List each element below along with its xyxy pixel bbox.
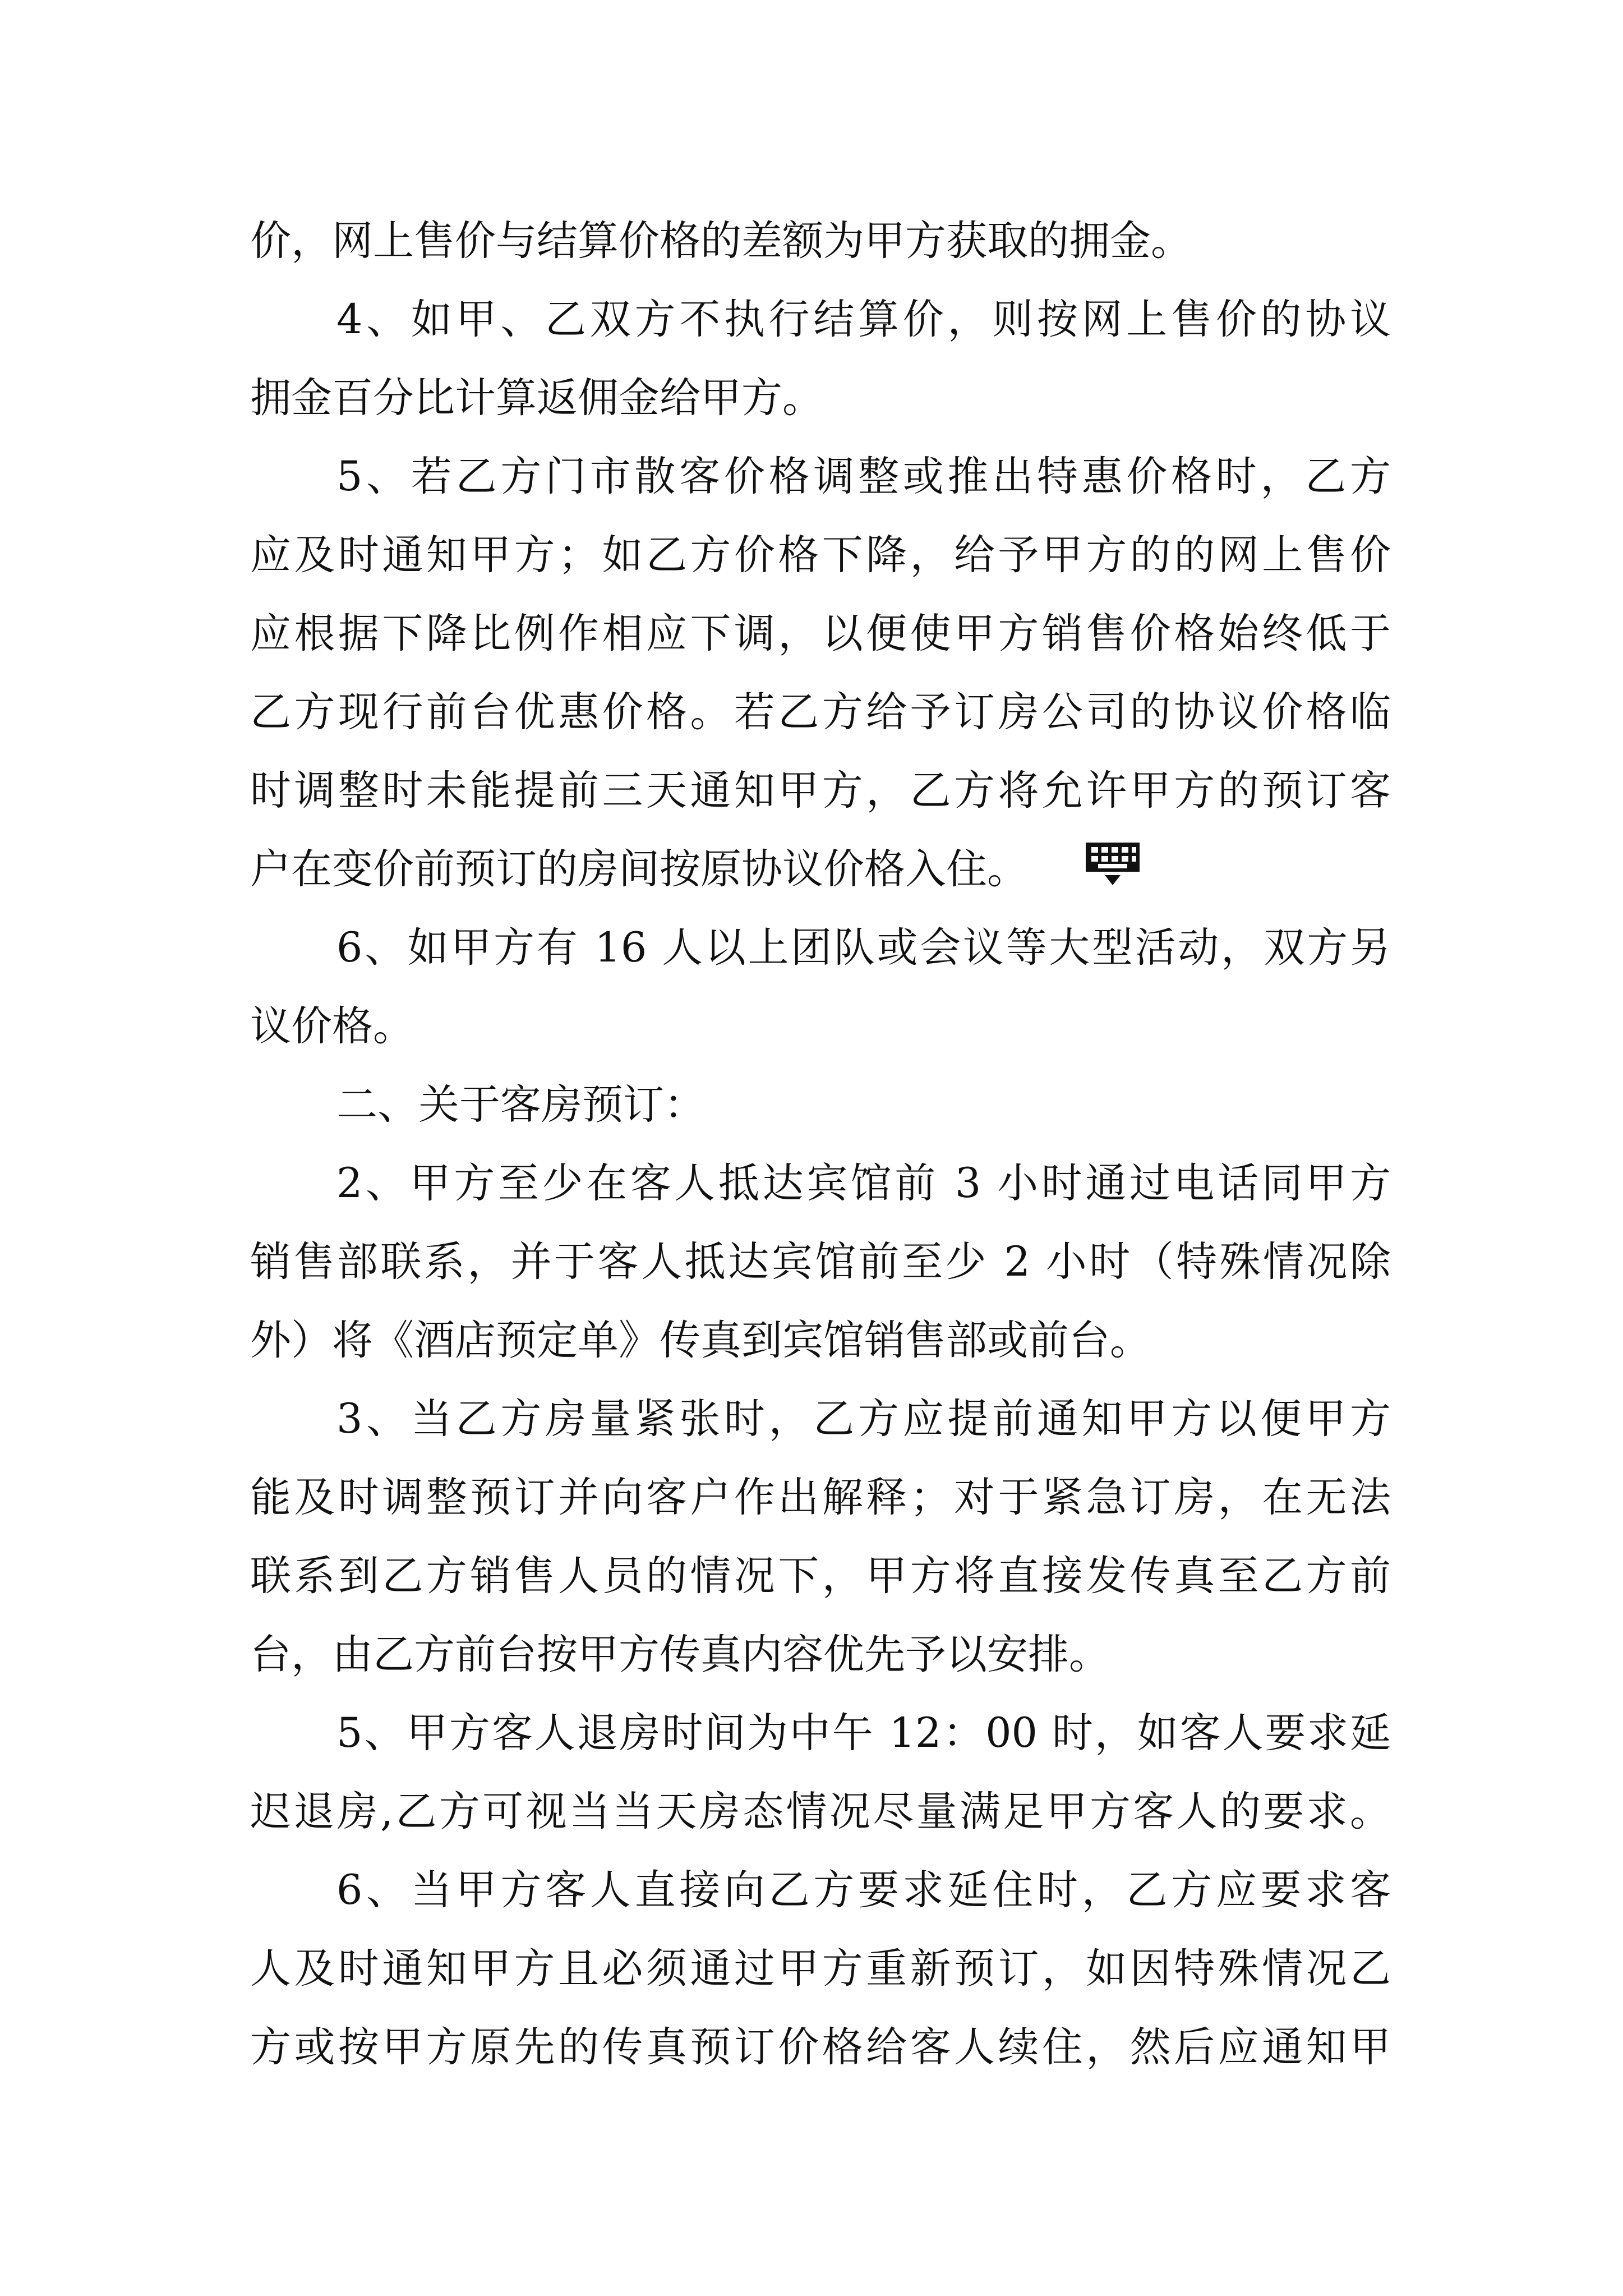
text-line: 5、甲方客人退房时间为中午 12：00 时，如客人要求延 [336, 1709, 1391, 1757]
text-line: 3、当乙方房量紧张时，乙方应提前通知甲方以便甲方 [336, 1395, 1391, 1443]
text-line: 时调整时未能提前三天通知甲方，乙方将允许甲方的预订客 [250, 767, 1391, 815]
text-line: 6、如甲方有 16 人以上团队或会议等大型活动，双方另 [336, 924, 1391, 972]
text-line: 2、甲方至少在客人抵达宾馆前 3 小时通过电话同甲方 [336, 1159, 1391, 1207]
keyboard-pointer-icon [1083, 840, 1142, 887]
text-line: 4、如甲、乙双方不执行结算价，则按网上售价的协议 [336, 296, 1391, 343]
text-line: 6、当甲方客人直接向乙方要求延住时，乙方应要求客 [336, 1866, 1391, 1914]
section-heading: 二、关于客房预订： [336, 1081, 705, 1129]
text-line: 乙方现行前台优惠价格。若乙方给予订房公司的协议价格临 [250, 688, 1391, 736]
text-line: 台，由乙方前台按甲方传真内容优先予以安排。 [250, 1631, 1110, 1678]
text-line: 迟退房,乙方可视当当天房态情况尽量满足甲方客人的要求。 [250, 1788, 1391, 1835]
text-line: 5、若乙方门市散客价格调整或推出特惠价格时，乙方 [336, 453, 1391, 500]
text-line: 人及时通知甲方且必须通过甲方重新预订，如因特殊情况乙 [250, 1945, 1391, 1993]
text-line: 拥金百分比计算返佣金给甲方。 [250, 374, 823, 422]
text-line: 价，网上售价与结算价格的差额为甲方获取的拥金。 [250, 217, 1192, 265]
text-line: 销售部联系，并于客人抵达宾馆前至少 2 小时（特殊情况除 [250, 1238, 1391, 1286]
text-line: 方或按甲方原先的传真预订价格给客人续住，然后应通知甲 [250, 2023, 1391, 2071]
text-line: 外）将《酒店预定单》传真到宾馆销售部或前台。 [250, 1317, 1151, 1364]
text-line: 能及时调整预订并向客户作出解释；对于紧急订房，在无法 [250, 1474, 1391, 1521]
text-line: 应及时通知甲方；如乙方价格下降，给予甲方的的网上售价 [250, 531, 1391, 579]
text-line: 联系到乙方销售人员的情况下，甲方将直接发传真至乙方前 [250, 1552, 1391, 1600]
text-line: 户在变价前预订的房间按原协议价格入住。 [250, 845, 1028, 893]
text-line: 应根据下降比例作相应下调，以便使甲方销售价格始终低于 [250, 610, 1391, 657]
text-line: 议价格。 [250, 1002, 414, 1050]
